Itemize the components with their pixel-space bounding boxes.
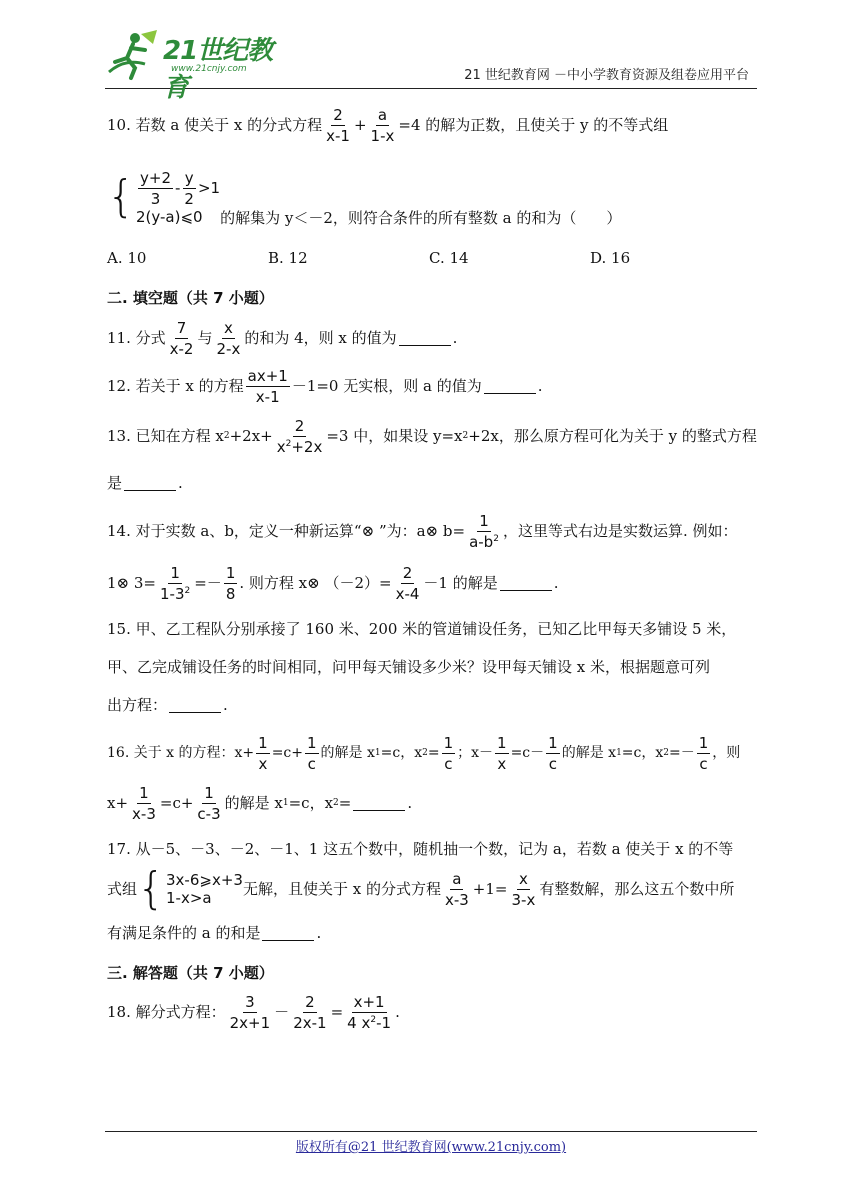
q10-options bbox=[107, 249, 757, 267]
fraction bbox=[697, 734, 711, 773]
q15-line3 bbox=[107, 696, 757, 714]
numerator: 1 bbox=[548, 733, 558, 752]
denominator: x-3 bbox=[444, 890, 469, 909]
subscript: 1 bbox=[374, 747, 381, 758]
denominator: 3 bbox=[150, 189, 161, 208]
footer-copyright-link[interactable]: 版权所有@21 世纪教育网(www.21cnjy.com) bbox=[105, 1131, 757, 1155]
left-brace: { bbox=[137, 863, 166, 914]
logo bbox=[105, 28, 295, 103]
system-row-1 bbox=[136, 169, 220, 208]
text: 有满足条件的 a 的和是 bbox=[107, 924, 261, 942]
text: = bbox=[330, 1003, 344, 1021]
system-row-1: 3x-6⩾x+3 bbox=[166, 871, 243, 889]
option-b: B. 12 bbox=[268, 249, 308, 267]
text: =c+ bbox=[159, 794, 194, 812]
denominator bbox=[158, 584, 192, 603]
denominator: c bbox=[307, 754, 316, 773]
numerator: y+2 bbox=[140, 168, 171, 187]
text: . 则方程 x⊗ （－2）= bbox=[239, 574, 392, 592]
text: x+ bbox=[107, 794, 129, 812]
text: 11. 分式 bbox=[107, 329, 166, 347]
numerator: a bbox=[452, 869, 462, 888]
fraction bbox=[495, 734, 509, 773]
inequality-system bbox=[137, 863, 243, 914]
text: +2x bbox=[291, 437, 323, 456]
fraction bbox=[442, 734, 456, 773]
option-a: A. 10 bbox=[107, 249, 147, 267]
text: 4 x bbox=[347, 1013, 371, 1032]
fraction bbox=[369, 106, 397, 145]
text: -1 bbox=[376, 1013, 392, 1032]
fraction bbox=[256, 734, 270, 773]
denominator: 1-x bbox=[370, 126, 395, 145]
text: x bbox=[276, 437, 286, 456]
text: － bbox=[274, 1003, 290, 1021]
fraction bbox=[467, 512, 501, 551]
fraction bbox=[130, 784, 158, 823]
denominator bbox=[345, 1013, 393, 1032]
system-row-2: 2(y-a)⩽0 bbox=[136, 207, 203, 226]
text: = bbox=[338, 794, 352, 812]
numerator: y bbox=[184, 168, 194, 187]
fraction bbox=[509, 870, 537, 909]
denominator: 8 bbox=[225, 584, 236, 603]
denominator: x-2 bbox=[169, 339, 194, 358]
text: =c，x bbox=[288, 794, 334, 812]
text: >1 bbox=[197, 179, 221, 197]
fraction bbox=[345, 993, 393, 1032]
option-d: D. 16 bbox=[590, 249, 631, 267]
fraction bbox=[182, 169, 196, 208]
denominator: c bbox=[548, 754, 558, 773]
text: =c，x bbox=[380, 744, 423, 761]
fraction bbox=[158, 564, 192, 603]
numerator: 1 bbox=[497, 733, 507, 752]
q15-line2: 甲、乙完成铺设任务的时间相同，问甲每天铺设多少米？设甲每天铺设 x 米，根据题意可列 bbox=[107, 658, 710, 676]
q13-line1 bbox=[107, 414, 757, 458]
page-header bbox=[105, 28, 757, 103]
text: . bbox=[223, 696, 228, 714]
logo-text: 21世纪教育 bbox=[163, 36, 273, 103]
denominator: x-1 bbox=[255, 387, 280, 406]
numerator: ax+1 bbox=[247, 366, 288, 385]
text: 13. 已知在方程 x bbox=[107, 427, 224, 445]
denominator: c bbox=[699, 754, 708, 773]
numerator: 1 bbox=[204, 783, 214, 802]
q10-line1 bbox=[107, 105, 757, 145]
fraction bbox=[214, 319, 242, 358]
q14-line1 bbox=[107, 508, 757, 554]
text: = bbox=[427, 744, 440, 761]
text: －1=0 无实根，则 a 的值为 bbox=[291, 377, 482, 395]
answer-blank bbox=[262, 926, 314, 941]
q13-line2 bbox=[107, 474, 757, 492]
answer-blank bbox=[484, 379, 536, 394]
text: 的和为 4，则 x 的值为 bbox=[244, 329, 397, 347]
numerator: x bbox=[223, 318, 233, 337]
text: 12. 若关于 x 的方程 bbox=[107, 377, 244, 395]
q16-line1 bbox=[107, 730, 757, 776]
text: 是 bbox=[107, 474, 123, 492]
fraction bbox=[246, 367, 290, 406]
text: . bbox=[178, 474, 183, 492]
text: =c+ bbox=[271, 744, 303, 761]
numerator: 1 bbox=[307, 733, 317, 752]
text: . bbox=[452, 329, 458, 347]
fraction bbox=[291, 993, 328, 1032]
text: 的解集为 y＜－2，则符合条件的所有整数 a 的和为（ ） bbox=[220, 209, 622, 227]
q15-line1: 15. 甲、乙工程队分别承接了 160 米、200 米的管道铺设任务，已知乙比甲每天多铺设 5 米， bbox=[107, 620, 737, 638]
content bbox=[107, 105, 757, 1035]
denominator bbox=[275, 437, 325, 456]
system-rows bbox=[166, 871, 243, 907]
text: ；x－ bbox=[457, 744, 494, 761]
text: + bbox=[353, 116, 367, 134]
fraction bbox=[195, 784, 222, 823]
subscript: 2 bbox=[422, 747, 428, 758]
numerator: a bbox=[377, 105, 388, 124]
text: 18. 解分式方程： bbox=[107, 1003, 226, 1021]
q12 bbox=[107, 366, 757, 406]
superscript: 2 bbox=[493, 533, 499, 544]
denominator: x-4 bbox=[395, 584, 420, 603]
numerator: 2 bbox=[294, 416, 305, 435]
site-tagline: 21 世纪教育网 －中小学教育资源及组卷应用平台 bbox=[464, 68, 749, 83]
numerator: 1 bbox=[479, 511, 489, 530]
text: =c－ bbox=[510, 744, 545, 761]
fraction bbox=[228, 993, 273, 1032]
numerator: x bbox=[518, 869, 528, 888]
superscript: 2 bbox=[223, 430, 230, 441]
fraction bbox=[546, 734, 560, 773]
left-brace: { bbox=[107, 171, 135, 222]
numerator: 2 bbox=[402, 563, 413, 582]
denominator: 3-x bbox=[511, 890, 536, 909]
q17-line2 bbox=[107, 864, 757, 914]
denominator: 2x+1 bbox=[229, 1013, 271, 1032]
text: . bbox=[537, 377, 543, 395]
runner-logo-icon bbox=[105, 28, 165, 84]
text: . bbox=[316, 924, 322, 942]
text: ，这里等式右边是实数运算. 例如： bbox=[502, 522, 738, 540]
denominator bbox=[467, 532, 501, 551]
text: 10. 若数 a 使关于 x 的分式方程 bbox=[107, 116, 323, 134]
inequality-system bbox=[107, 169, 220, 226]
text: 的解是 x bbox=[224, 794, 283, 812]
denominator: 2x-1 bbox=[293, 1013, 327, 1032]
fraction bbox=[443, 870, 471, 909]
text: 的解是 x bbox=[561, 744, 617, 761]
fraction bbox=[275, 417, 325, 456]
q10-line2 bbox=[107, 163, 757, 231]
denominator: x-3 bbox=[132, 804, 156, 823]
fraction bbox=[168, 319, 196, 358]
text: . bbox=[553, 574, 559, 592]
numerator: 2 bbox=[305, 992, 315, 1011]
system-row-2: 1-x>a bbox=[166, 889, 212, 907]
text: 出方程： bbox=[107, 696, 168, 714]
numerator: 1 bbox=[170, 563, 180, 582]
text: . bbox=[407, 794, 413, 812]
system-rows bbox=[136, 169, 220, 226]
section-2-title: 二. 填空题（共 7 小题） bbox=[107, 289, 274, 307]
numerator: 1 bbox=[139, 783, 149, 802]
text: 的解是 x bbox=[320, 744, 375, 761]
q16-line2 bbox=[107, 780, 757, 826]
fraction bbox=[138, 169, 173, 208]
denominator: c-3 bbox=[197, 804, 221, 823]
text: 1⊗ 3= bbox=[107, 574, 156, 592]
q14-line2 bbox=[107, 560, 757, 606]
numerator: 1 bbox=[698, 733, 709, 752]
text: =3 中，如果设 y=x bbox=[326, 427, 463, 445]
superscript: 2 bbox=[462, 430, 469, 441]
q11 bbox=[107, 318, 757, 358]
numerator: x+1 bbox=[353, 992, 385, 1011]
subscript: 1 bbox=[282, 797, 289, 808]
text: －1 的解是 bbox=[423, 574, 498, 592]
text: =c，x bbox=[621, 744, 664, 761]
text: - bbox=[175, 179, 181, 197]
text: a-b bbox=[469, 532, 494, 551]
denominator: x bbox=[497, 754, 507, 773]
answer-blank bbox=[169, 698, 221, 713]
text: 14. 对于实数 a、b，定义一种新运算“⊗ ”为：a⊗ b= bbox=[107, 522, 466, 540]
subscript: 2 bbox=[663, 747, 669, 758]
numerator: 2 bbox=[333, 105, 343, 124]
numerator: 3 bbox=[245, 992, 255, 1011]
denominator: 2-x bbox=[216, 339, 241, 358]
fraction bbox=[324, 106, 352, 145]
text: +2x，那么原方程可化为关于 y 的整式方程 bbox=[468, 427, 757, 445]
denominator: x bbox=[258, 754, 268, 773]
section-3-title: 三. 解答题（共 7 小题） bbox=[107, 964, 274, 982]
answer-blank bbox=[500, 576, 552, 591]
denominator: x-1 bbox=[326, 126, 350, 145]
subscript: 1 bbox=[616, 747, 622, 758]
text: . bbox=[395, 1003, 400, 1021]
subscript: 2 bbox=[333, 797, 339, 808]
superscript: 2 bbox=[285, 438, 292, 449]
option-c: C. 14 bbox=[429, 249, 469, 267]
text: 有整数解，那么这五个数中所 bbox=[539, 880, 735, 898]
text: =－ bbox=[669, 744, 695, 761]
denominator: 2 bbox=[184, 189, 194, 208]
text: =－ bbox=[194, 574, 222, 592]
answer-blank bbox=[399, 331, 451, 346]
text: =4 的解为正数，且使关于 y 的不等式组 bbox=[398, 116, 669, 134]
text: +2x+ bbox=[229, 427, 273, 445]
superscript: 2 bbox=[370, 1014, 377, 1025]
text: 16. 关于 x 的方程：x+ bbox=[107, 744, 255, 761]
text: 与 bbox=[197, 329, 213, 347]
numerator: 1 bbox=[258, 733, 268, 752]
logo-url: www.21cnjy.com bbox=[171, 64, 247, 74]
denominator: c bbox=[444, 754, 453, 773]
text: +1= bbox=[472, 880, 508, 898]
numerator: 1 bbox=[225, 563, 236, 582]
text: 1-3 bbox=[160, 584, 185, 603]
text: ，则 bbox=[712, 744, 741, 761]
fraction bbox=[224, 564, 238, 603]
answer-blank bbox=[124, 476, 176, 491]
q17-line3 bbox=[107, 924, 757, 942]
answer-blank bbox=[353, 796, 405, 811]
text: 式组 bbox=[107, 880, 138, 898]
numerator: 1 bbox=[443, 733, 454, 752]
superscript: 2 bbox=[184, 585, 191, 596]
q17-line1: 17. 从－5、－3、－2、－1、1 这五个数中，随机抽一个数，记为 a，若数 a 使关于 x 的不等 bbox=[107, 840, 734, 858]
fraction bbox=[305, 734, 319, 773]
fraction bbox=[394, 564, 422, 603]
q18 bbox=[107, 989, 757, 1035]
text: 无解，且使关于 x 的分式方程 bbox=[242, 880, 441, 898]
numerator: 7 bbox=[176, 318, 187, 337]
